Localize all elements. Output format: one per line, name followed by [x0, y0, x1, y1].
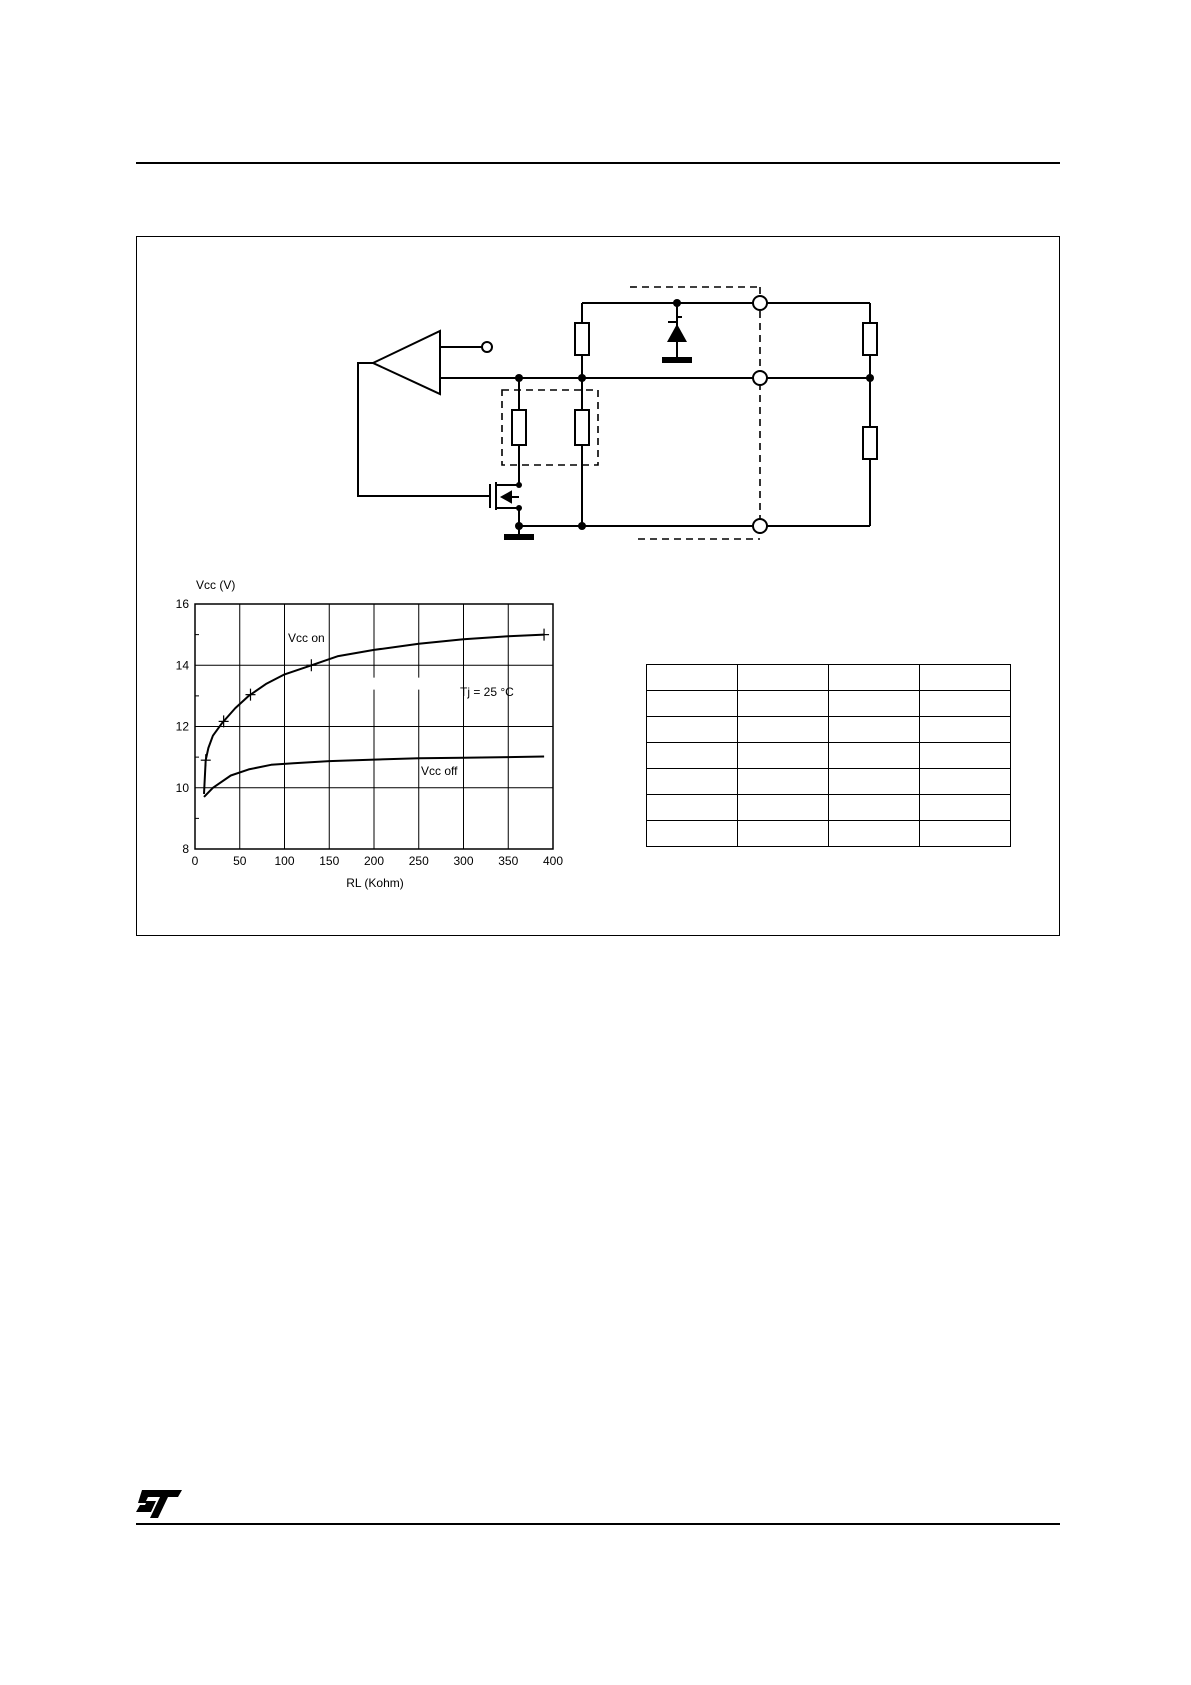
series-label-vcc-on: Vcc on [288, 631, 325, 645]
table-cell [829, 821, 920, 847]
table-cell [920, 821, 1011, 847]
x-tick-label: 150 [319, 854, 340, 868]
terminal-middle [753, 371, 767, 385]
resistor-r5 [863, 427, 877, 459]
table-row [647, 795, 1011, 821]
table-cell [647, 743, 738, 769]
x-tick-label: 50 [233, 854, 247, 868]
table-cell [647, 795, 738, 821]
y-tick-label: 8 [182, 842, 189, 856]
table-cell [829, 665, 920, 691]
circuit-schematic [0, 0, 1191, 600]
resistor-r2 [575, 323, 589, 355]
table-cell [647, 821, 738, 847]
table-cell [829, 795, 920, 821]
table-row [647, 665, 1011, 691]
vcc-vs-rl-chart [170, 575, 580, 895]
x-tick-label: 250 [408, 854, 429, 868]
table-row [647, 769, 1011, 795]
resistor-r4 [863, 323, 877, 355]
mosfet-arrow [502, 492, 511, 502]
zener-diode [667, 324, 687, 342]
footer-rule [136, 1523, 1060, 1525]
table-cell [647, 769, 738, 795]
terminal-bottom [753, 519, 767, 533]
table-cell [920, 717, 1011, 743]
table-cell [738, 769, 829, 795]
table-cell [829, 769, 920, 795]
y-tick-label: 10 [175, 780, 189, 795]
annotation-gap [370, 678, 434, 690]
table-cell [920, 769, 1011, 795]
ground-symbol [662, 357, 692, 363]
y-axis-label: Vcc (V) [196, 578, 236, 592]
table-cell [738, 743, 829, 769]
data-table [646, 664, 1011, 847]
x-tick-label: 200 [363, 854, 385, 868]
y-tick-label: 12 [175, 719, 189, 734]
table-cell [829, 691, 920, 717]
resistor-r1 [512, 410, 526, 445]
x-axis-label: RL (Kohm) [346, 876, 404, 890]
x-tick-label: 300 [453, 854, 474, 868]
x-tick-label: 400 [542, 854, 564, 868]
table-cell [920, 743, 1011, 769]
table-cell [738, 821, 829, 847]
table-cell [647, 665, 738, 691]
table-cell [738, 665, 829, 691]
comparator-symbol [373, 331, 440, 394]
terminal-top [753, 296, 767, 310]
st-logo [134, 1490, 184, 1518]
table-cell [829, 743, 920, 769]
table-cell [920, 665, 1011, 691]
table-cell [647, 691, 738, 717]
table-cell [920, 795, 1011, 821]
annotation-tj: Tj = 25 °C [460, 685, 514, 699]
table-row [647, 821, 1011, 847]
table-row [647, 743, 1011, 769]
x-tick-label: 0 [191, 854, 199, 868]
x-tick-label: 350 [498, 854, 519, 868]
table-row [647, 717, 1011, 743]
table-row [647, 691, 1011, 717]
table-cell [738, 795, 829, 821]
series-label-vcc-off: Vcc off [421, 764, 458, 778]
y-tick-label: 16 [175, 597, 189, 611]
y-tick-label: 14 [175, 658, 189, 673]
table-cell [920, 691, 1011, 717]
table-cell [738, 717, 829, 743]
table-cell [738, 691, 829, 717]
ground-symbol [504, 534, 534, 540]
table-cell [647, 717, 738, 743]
x-tick-label: 100 [274, 854, 295, 868]
table-cell [829, 717, 920, 743]
resistor-r3 [575, 410, 589, 445]
